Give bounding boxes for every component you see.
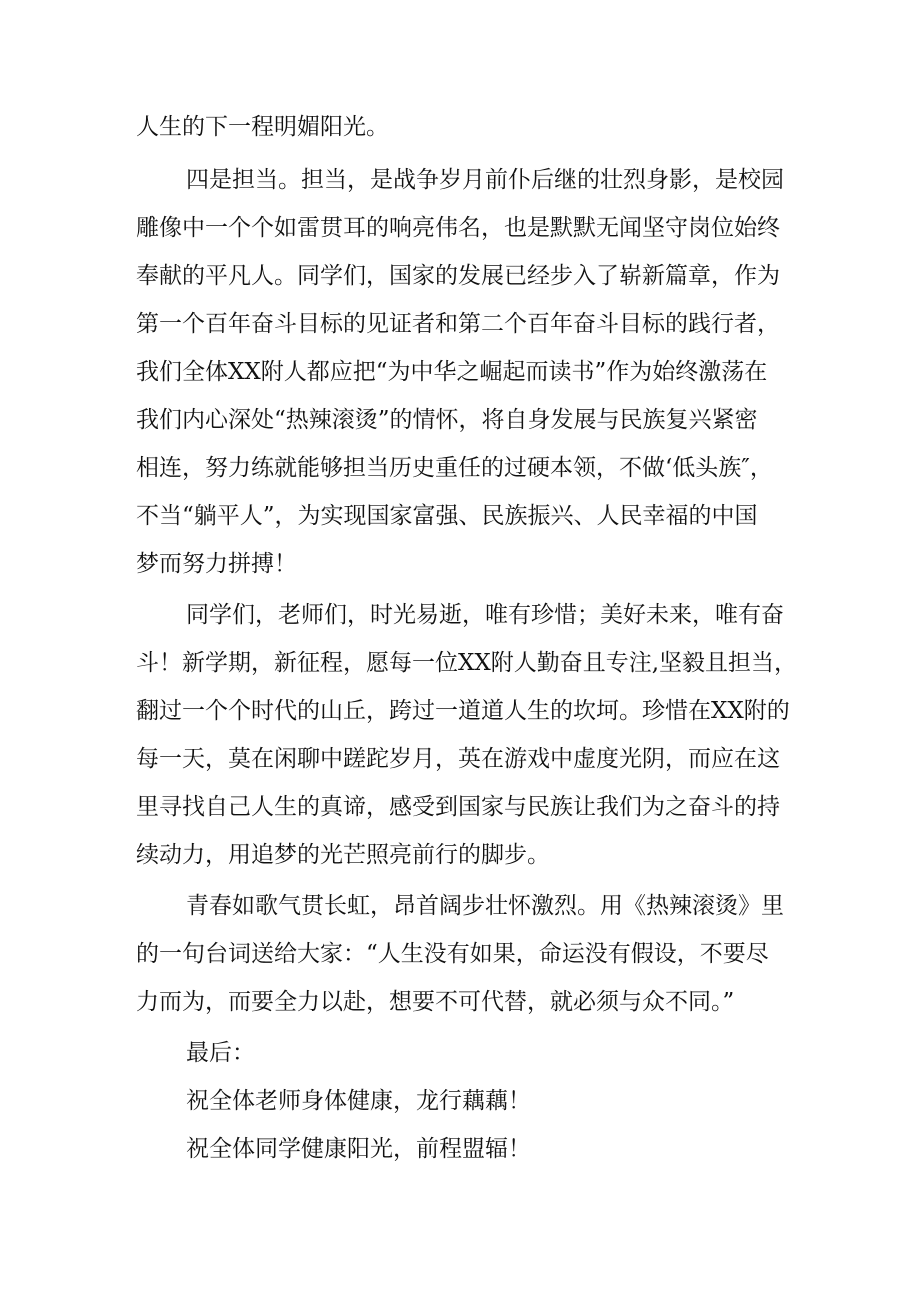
text-line: 梦而努力拼搏！ <box>136 551 297 577</box>
closing-heading: 最后： <box>186 1040 255 1066</box>
text-line: 我们全体XX附人都应把“为中华之崛起而读书”作为始终激荡在 <box>136 359 768 385</box>
closing-wish-line: 祝全体同学健康阳光，前程盟辐！ <box>186 1136 531 1162</box>
text-line: 续动力，用追梦的光芒照亮前行的脚步。 <box>136 842 550 868</box>
text-line: 的一句台词送给大家：“人生没有如果，命运没有假设，不要尽 <box>136 941 769 967</box>
paragraph-start-line: 四是担当。担当，是战争岁月前仆后继的壮烈身影，是校园 <box>186 167 784 193</box>
text-line: 第一个百年奋斗目标的见证者和第二个百年奋斗目标的践行者， <box>136 311 780 337</box>
text-line: 斗！新学期，新征程，愿每一位XX附人勤奋且专注,坚毅且担当， <box>136 650 798 676</box>
text-line: 相连，努力练就能够担当历史重任的过硬本领，不做‘低头族″， <box>136 455 773 481</box>
text-line: 翻过一个个时代的山丘，跨过一道道人生的坎坷。珍惜在XX附的 <box>136 698 790 724</box>
text-line: 人生的下一程明媚阳光。 <box>136 114 389 140</box>
closing-wish-line: 祝全体老师身体健康，龙行藕藕！ <box>186 1088 531 1114</box>
text-line: 不当“躺平人”，为实现国家富强、民族振兴、人民幸福的中国 <box>136 503 758 529</box>
text-line: 我们内心深处“热辣滚烫”的情怀，将自身发展与民族复兴紧密 <box>136 407 758 433</box>
text-line: 里寻找自己人生的真谛，感受到国家与民族让我们为之奋斗的持 <box>136 794 780 820</box>
text-line: 每一天，莫在闲聊中蹉跎岁月，英在游戏中虚度光阴，而应在这 <box>136 746 780 772</box>
paragraph-start-line: 同学们，老师们，时光易逝，唯有珍惜；美好未来，唯有奋 <box>186 602 784 628</box>
text-line: 力而为，而要全力以赴，想要不可代替，就必须与众不同。” <box>136 989 735 1015</box>
text-line: 奉献的平凡人。同学们，国家的发展已经步入了崭新篇章，作为 <box>136 263 780 289</box>
paragraph-start-line: 青春如歌气贯长虹，昂首阔步壮怀激烈。用《热辣滚烫》里 <box>186 893 784 919</box>
text-line: 雕像中一个个如雷贯耳的响亮伟名，也是默默无闻坚守岗位始终 <box>136 215 780 241</box>
